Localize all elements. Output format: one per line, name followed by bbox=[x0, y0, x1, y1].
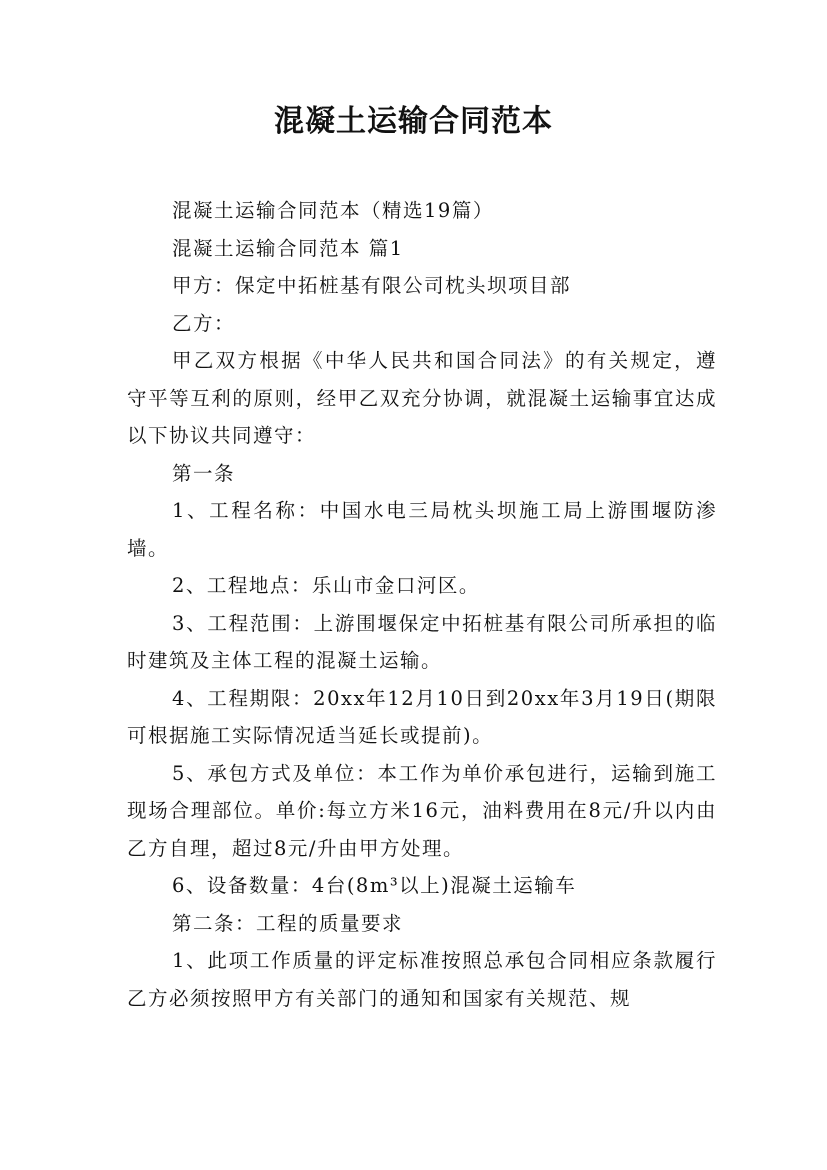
document-body bbox=[127, 192, 717, 1017]
document-title: 混凝土运输合同范本 bbox=[274, 104, 553, 139]
paragraph: 6、设备数量：4台(8m³以上)混凝土运输车 bbox=[172, 874, 577, 897]
paragraph: 1、工程名称：中国水电三局枕头坝施工局上游围堰防渗墙。 bbox=[127, 499, 717, 560]
paragraph: 甲方：保定中拓桩基有限公司枕头坝项目部 bbox=[172, 274, 572, 297]
paragraph: 甲乙双方根据《中华人民共和国合同法》的有关规定，遵守平等互利的原则，经甲乙双充分协调，就混凝土运输事宜达成以下协议共同遵守： bbox=[127, 349, 717, 447]
paragraph: 1、此项工作质量的评定标准按照总承包合同相应条款履行乙方必须按照甲方有关部门的通知和国家有关规范、规 bbox=[127, 949, 717, 1010]
paragraph: 4、工程期限：20xx年12月10日到20xx年3月19日(期限可根据施工实际情况适当延长或提前)。 bbox=[127, 686, 717, 747]
paragraph: 混凝土运输合同范本 篇1 bbox=[172, 236, 404, 260]
paragraph: 3、工程范围：上游围堰保定中拓桩基有限公司所承担的临时建筑及主体工程的混凝土运输。 bbox=[127, 611, 717, 672]
paragraph: 乙方： bbox=[172, 311, 236, 335]
paragraph: 2、工程地点：乐山市金口河区。 bbox=[172, 574, 480, 597]
paragraph: 混凝土运输合同范本（精选19篇） bbox=[172, 199, 494, 222]
paragraph: 5、承包方式及单位：本工作为单价承包进行，运输到施工现场合理部位。单价:每立方米16元，油料费用在8元/升以内由乙方自理，超过8元/升由甲方处理。 bbox=[127, 761, 717, 860]
paragraph: 第一条 bbox=[172, 461, 236, 485]
paragraph: 第二条：工程的质量要求 bbox=[172, 911, 404, 935]
